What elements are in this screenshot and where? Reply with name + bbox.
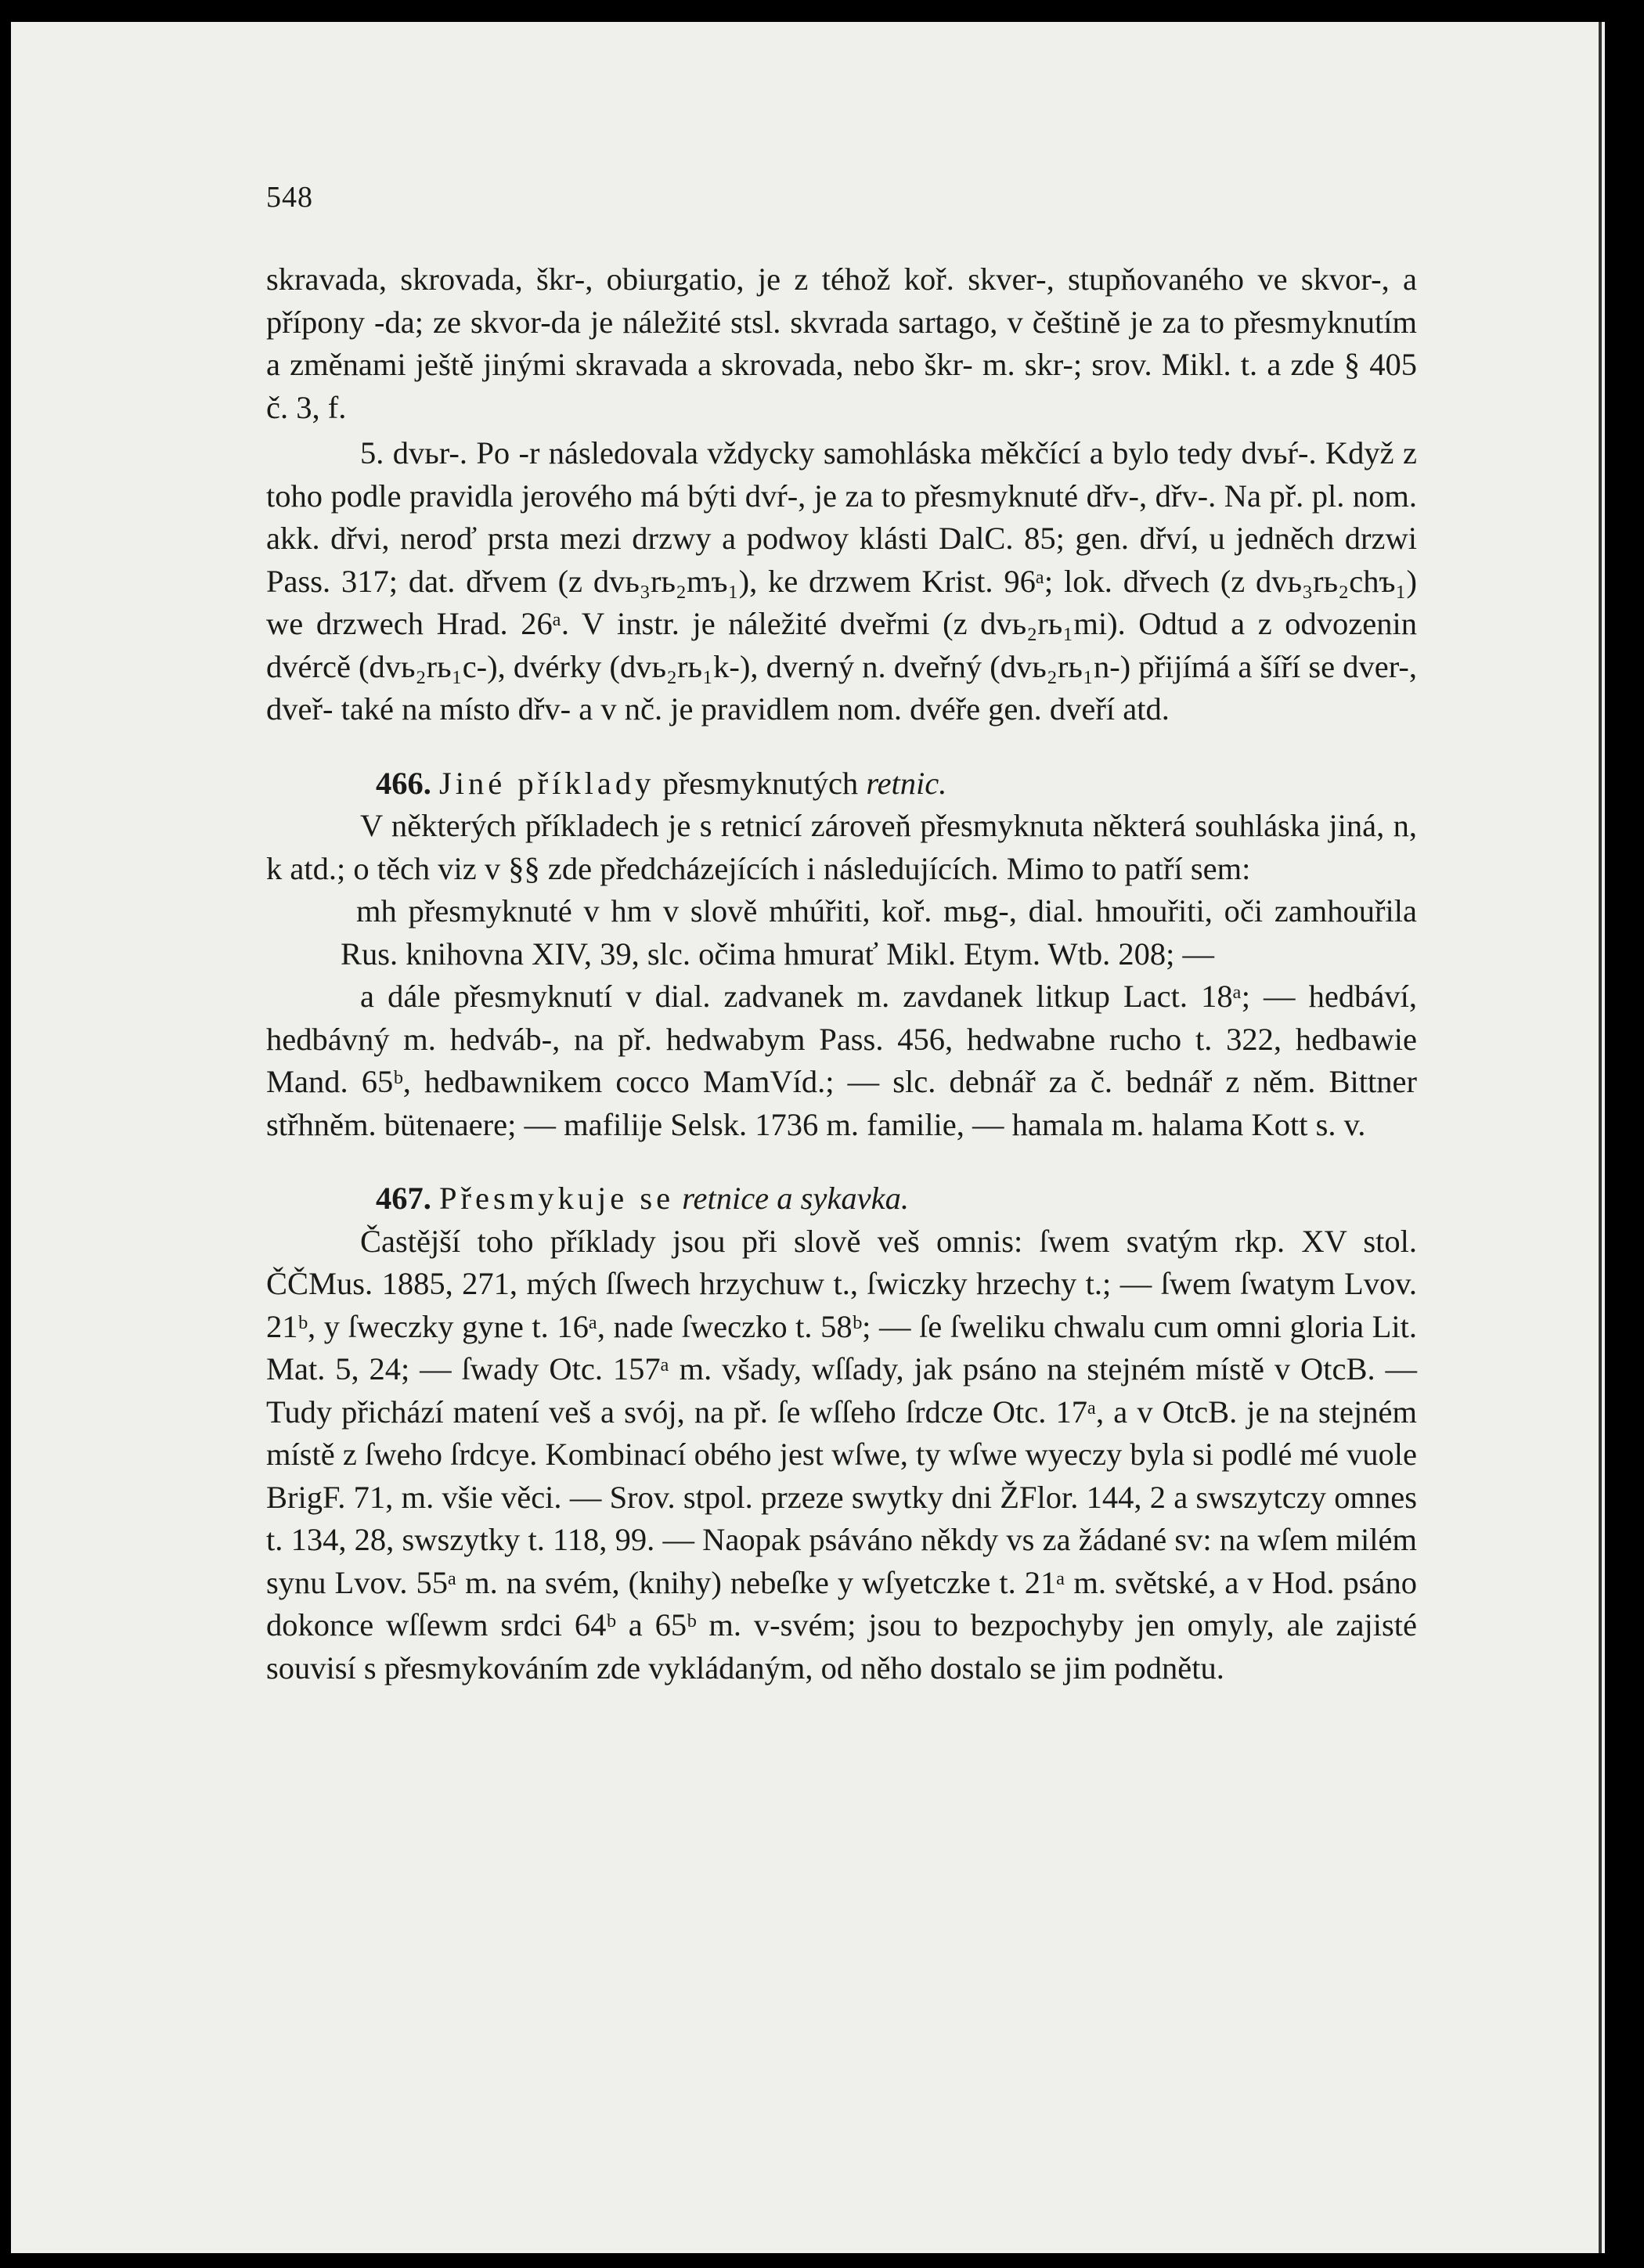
- section-466-intro: V některých příkladech je s retnicí zároveň přesmyknuta některá souhláska jiná, n, k atd.; o těch viz v §§ zde předcházejících i následujících. Mimo to patří sem:: [266, 808, 1417, 886]
- page-text: [266, 180, 1417, 1689]
- section-467-body: Častější toho příklady jsou při slově veš omnis: ſwem svatým rkp. XV stol. ČČMus. 1885, 271, mých ſſwech hrzychuw t., ſwiczky hrzechy t.; — ſwem ſwatym Lvov. 21ᵇ, y ſweczky gyne t. 16ᵃ, nade ſweczko t. 58ᵇ; — ſe ſweliku chwalu cum omni gloria Lit. Mat. 5, 24; — ſwady Otc. 157ᵃ m. všady, wſſady, jak psáno na stejném místě v OtcB. — Tudy přichází matení veš a svój, na př. ſe wſſeho ſrdcze Otc. 17ᵃ, a v OtcB. je na stejném místě z ſweho ſrdcye. Kombinací obého jest wſwe, ty wſwe wyeczy byla si podlé mé vuole BrigF. 71, m. všie věci. — Srov. stpol. przeze swytky dni ŽFlor. 144, 2 a swszytczy omnes t. 134, 28, swszytky t. 118, 99. — Naopak psáváno někdy vs za žádané sv: na wſem milém synu Lvov. 55ᵃ m. na svém, (knihy) nebeſke y wſyetczke t. 21ᵃ m. světské, a v Hod. psáno dokonce wſſewm srdci 64ᵇ a 65ᵇ m. v-svém; jsou to bezpochyby jen omyly, ale zajisté souvisí s přesmykováním zde vykládaným, od něho dostalo se jim podnětu.: [266, 1223, 1417, 1686]
- section-466-title-italic: retnic.: [866, 765, 947, 801]
- section-466-mh-item: mh přesmyknuté v hm v slově mhúřiti, koř. mьg-, dial. hmouřiti, oči zamhouřila Rus. knihovna XIV, 39, slc. očima hmurať Mikl. Etym. Wtb. 208; —: [341, 893, 1417, 972]
- section-466-heading: [266, 763, 1417, 806]
- section-466-title-spaced: Jiné příklady: [439, 765, 655, 801]
- page-number: 548: [266, 181, 313, 214]
- paragraph-skravada: skravada, skrovada, škr-, obiurgatio, je z téhož koř. skver-, stupňovaného ve skvor-, a přípony -da; ze skvor-da je náležité stsl. skvrada sartago, v češtině je za to přesmyknutím a změnami ještě jinými skravada a skrovada, nebo škr- m. skr-; srov. Mikl. t. a zde § 405 č. 3, f.: [266, 261, 1417, 425]
- section-467-title-spaced: Přesmykuje se: [439, 1181, 675, 1216]
- page-edge-shadow: [1599, 22, 1602, 2253]
- section-466-further: a dále přesmyknutí v dial. zadvanek m. zavdanek litkup Lact. 18ᵃ; — hedbáví, hedbávný m. hedváb-, na př. hedwabym Pass. 456, hedwabne rucho t. 322, hedbawie Mand. 65ᵇ, hedbawnikem cocco MamVíd.; — slc. debnář za č. bednář z něm. Bittner střhněm. bütenaere; — mafilije Selsk. 1736 m. familie, — hamala m. halama Kott s. v.: [266, 979, 1417, 1142]
- section-466-title-rest: přesmyknutých: [662, 765, 859, 801]
- section-467-number: 467.: [376, 1181, 431, 1216]
- section-467-heading: [266, 1177, 1417, 1221]
- section-466-number: 466.: [376, 765, 431, 801]
- paragraph-dvr: 5. dvьr-. Po -r následovala vždycky samohláska měkčící a bylo tedy dvьŕ-. Když z toho podle pravidla jerového má býti dvŕ-, je za to přesmyknuté dřv-, dřv-. Na př. pl. nom. akk. dřvi, neroď prsta mezi drzwy a podwoy klásti DalC. 85; gen. dřví, u jedněch drzwi Pass. 317; dat. dřvem (z dvь₃rь₂mъ₁), ke drzwem Krist. 96ᵃ; lok. dřvech (z dvь₃rь₂chъ₁) we drzwech Hrad. 26ᵃ. V instr. je náležité dveřmi (z dvь₂rь₁mi). Odtud a z odvozenin dvércě (dvь₂rь₁c-), dvérky (dvь₂rь₁k-), dverný n. dveřný (dvь₂rь₁n-) přijímá a šíří se dver-, dveř- také na místo dřv- a v nč. je pravidlem nom. dvéře gen. dveří atd.: [266, 435, 1417, 727]
- section-467-title-italic: retnice a sykavka.: [682, 1181, 909, 1216]
